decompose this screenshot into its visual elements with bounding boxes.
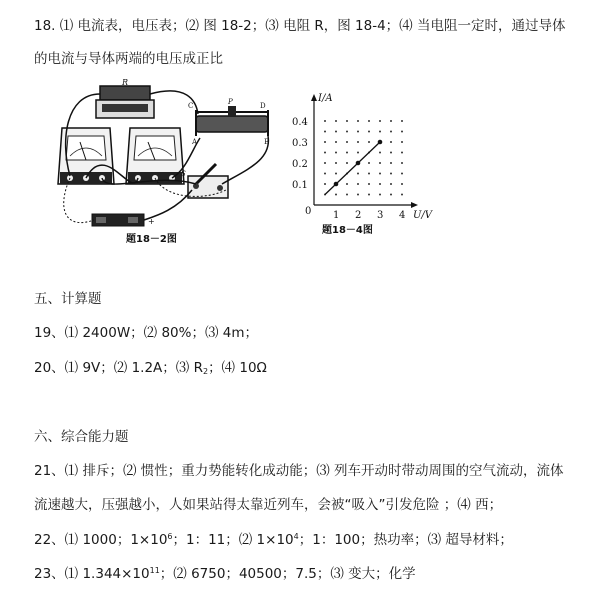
svg-text:+: + (148, 217, 155, 226)
y-tick-label: 0.3 (292, 138, 308, 149)
grid-dot (390, 141, 392, 143)
y-tick-label: 0.4 (292, 117, 308, 128)
grid-dot (346, 194, 348, 196)
grid-dot (390, 120, 392, 122)
grid-dot (390, 131, 392, 133)
grid-dot (368, 173, 370, 175)
grid-dot (324, 173, 326, 175)
grid-dot (335, 194, 337, 196)
series-line (325, 142, 380, 195)
grid-dot (368, 120, 370, 122)
grid-dot (357, 152, 359, 154)
grid-dot (401, 173, 403, 175)
y-axis-label: I/A (318, 93, 333, 104)
grid-dot (368, 141, 370, 143)
grid-dot (346, 141, 348, 143)
grid-dot (401, 131, 403, 133)
label-b: B (264, 138, 270, 146)
grid-dot (335, 173, 337, 175)
x-tick-label: 3 (377, 210, 384, 221)
q20-answer: 20、⑴ 9V；⑵ 1.2A；⑶ $R_2$；⑷ 10Ω (34, 360, 267, 376)
label-s: S (181, 170, 186, 178)
label-a: A (192, 138, 198, 146)
grid-dot (346, 183, 348, 185)
grid-dot (346, 120, 348, 122)
grid-dot (379, 152, 381, 154)
grid-dot (324, 131, 326, 133)
figure-18-4-graph (280, 90, 433, 240)
figure-18-4-caption: 题18－4图 (322, 225, 373, 236)
grid-dot (379, 162, 381, 164)
grid-dot (324, 152, 326, 154)
grid-dot (401, 194, 403, 196)
grid-dot (379, 183, 381, 185)
section-6-heading: 六、综合能力题 (34, 429, 129, 445)
grid-dot (335, 120, 337, 122)
grid-dot (368, 194, 370, 196)
x-tick-label: 2 (355, 210, 362, 221)
q18-line-2: 的电流与导体两端的电压成正比 (34, 51, 223, 67)
grid-dot (401, 141, 403, 143)
section-5-heading: 五、计算题 (34, 291, 102, 307)
resistor-r (96, 78, 154, 118)
grid-dot (390, 152, 392, 154)
grid-dot (401, 120, 403, 122)
x-tick-label: 4 (399, 210, 406, 221)
q18-line-1: 18. ⑴ 电流表，电压表；⑵ 图 18-2；⑶ 电阻 R，图 18-4；⑷ 当电阻一定时，通过导体 (34, 18, 566, 34)
grid-dot (324, 162, 326, 164)
grid-dot (357, 194, 359, 196)
grid-dot (390, 194, 392, 196)
grid-dot (401, 183, 403, 185)
q19-answer: 19、⑴ 2400W；⑵ 80%；⑶ 4m； (34, 325, 259, 341)
grid-dot (324, 183, 326, 185)
label-p: P (228, 98, 233, 106)
grid-dot (368, 131, 370, 133)
grid-dot (357, 173, 359, 175)
grid-dot (357, 120, 359, 122)
grid-dot (335, 141, 337, 143)
figure-18-2-caption: 题18－2图 (126, 234, 177, 245)
grid-dot (357, 131, 359, 133)
grid-dot (346, 152, 348, 154)
x-axis-label: U/V (413, 210, 433, 221)
grid-dot (379, 173, 381, 175)
switch-s (181, 164, 228, 198)
grid-dot (379, 131, 381, 133)
grid-dot (357, 141, 359, 143)
grid-dot (357, 183, 359, 185)
origin-label: 0 (305, 206, 312, 217)
label-d: D (260, 102, 266, 110)
grid-dot (379, 194, 381, 196)
y-tick-label: 0.2 (292, 159, 308, 170)
grid-dot (335, 131, 337, 133)
q21-line-2: 流速越大，压强越小，人如果站得太靠近列车，会被“吸入”引发危险 ；⑷ 西； (34, 497, 503, 513)
data-point (334, 182, 339, 187)
grid-dot (324, 141, 326, 143)
y-tick-label: 0.1 (292, 180, 308, 191)
grid-dot (368, 162, 370, 164)
grid-dot (379, 120, 381, 122)
figure-18-2-circuit (36, 80, 276, 248)
label-c: C (188, 102, 194, 110)
grid-dot (335, 162, 337, 164)
grid-dot (401, 162, 403, 164)
data-point (356, 161, 361, 166)
grid-dot (390, 183, 392, 185)
data-point (378, 140, 383, 145)
data-series (325, 140, 382, 195)
q22-answer: 22、⑴ 1000；$1\times 10^6$；1：11；⑵ $1\times 10^4$；1：100；热功率；⑶ 超导材料； (34, 532, 513, 548)
y-axis-arrow (311, 94, 317, 101)
grid-dot (335, 152, 337, 154)
grid-dot (390, 173, 392, 175)
grid-dot (324, 120, 326, 122)
grid-dot (390, 162, 392, 164)
grid-dot (401, 152, 403, 154)
grid-dot (368, 183, 370, 185)
q23-answer: 23、⑴ $1.344\times 10^{11}$；⑵ 6750；40500；7.5；⑶ 变大；化学 (34, 566, 416, 582)
q21-line-1: 21、⑴ 排斥；⑵ 惯性；重力势能转化成动能；⑶ 列车开动时带动周围的空气流动，流体 (34, 463, 564, 479)
x-tick-label: 1 (333, 210, 340, 221)
grid-dot (346, 131, 348, 133)
label-r: R (122, 78, 129, 87)
grid-dot (346, 162, 348, 164)
x-axis-arrow (411, 202, 418, 208)
